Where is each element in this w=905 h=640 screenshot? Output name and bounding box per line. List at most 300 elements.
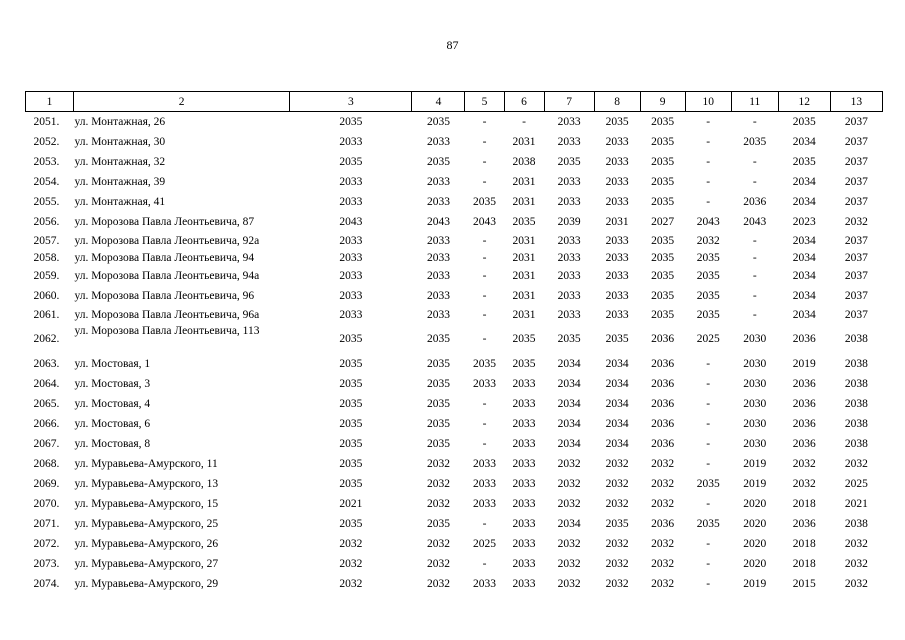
year-cell-7: 2034 (557, 418, 581, 430)
data-table-container (25, 91, 883, 594)
year-cell-9: 2035 (651, 176, 675, 188)
row-number: 2068. (33, 458, 60, 470)
row-number: 2052. (33, 136, 60, 148)
address-cell: ул. Морозова Павла Леонтьевича, 92а (74, 234, 260, 247)
year-cell-3: 2035 (339, 458, 363, 470)
address-cell: ул. Морозова Павла Леонтьевича, 94а (74, 270, 260, 282)
year-cell-10: - (706, 558, 711, 570)
year-cell-12: 2036 (792, 518, 816, 530)
year-cell-3: 2043 (339, 216, 363, 228)
year-cell-4: 2032 (426, 558, 450, 570)
year-cell-7: 2035 (557, 156, 581, 168)
table-row (26, 266, 883, 286)
year-cell-10: 2032 (696, 234, 720, 247)
year-cell-11: - (752, 308, 757, 321)
row-number: 2060. (33, 290, 60, 302)
year-cell-8: 2033 (605, 156, 629, 168)
year-cell-6: 2031 (512, 270, 536, 282)
address-cell: ул. Мостовая, 4 (74, 398, 151, 410)
year-cell-12: 2034 (792, 196, 816, 208)
year-cell-10: - (706, 136, 711, 148)
table-row (26, 249, 883, 266)
year-cell-6: 2033 (512, 558, 536, 570)
year-cell-9: 2036 (651, 378, 675, 390)
year-cell-12: 2023 (792, 216, 816, 228)
address-cell: ул. Муравьева-Амурского, 27 (74, 558, 219, 570)
year-cell-9: 2035 (651, 156, 675, 168)
year-cell-7: 2034 (557, 518, 581, 530)
year-cell-11: 2019 (743, 478, 767, 490)
year-cell-8: 2034 (605, 358, 629, 370)
row-number: 2062. (33, 332, 60, 345)
year-cell-8: 2034 (605, 398, 629, 410)
year-cell-13: 2037 (844, 308, 868, 321)
table-row (26, 414, 883, 434)
year-cell-12: 2035 (792, 156, 816, 168)
address-cell: ул. Монтажная, 41 (74, 196, 166, 208)
column-header-3: 3 (290, 92, 412, 112)
column-header-5: 5 (465, 92, 504, 112)
year-cell-13: 2037 (844, 136, 868, 148)
year-cell-8: 2033 (605, 176, 629, 188)
year-cell-12: 2034 (792, 234, 816, 247)
address-cell: ул. Монтажная, 39 (74, 176, 166, 188)
address-cell: ул. Мостовая, 3 (74, 378, 151, 390)
year-cell-13: 2037 (844, 290, 868, 302)
year-cell-9: 2032 (651, 538, 675, 550)
row-number: 2059. (33, 270, 60, 282)
row-number: 2058. (33, 251, 60, 264)
year-cell-3: 2035 (339, 478, 363, 490)
table-row (26, 132, 883, 152)
year-cell-10: 2035 (696, 270, 720, 282)
year-cell-5: - (482, 558, 487, 570)
address-cell: ул. Муравьева-Амурского, 29 (74, 578, 219, 590)
row-number: 2057. (33, 234, 60, 247)
year-cell-13: 2038 (844, 418, 868, 430)
year-cell-11: 2020 (743, 558, 767, 570)
year-cell-13: 2032 (844, 538, 868, 550)
year-cell-3: 2035 (339, 358, 363, 370)
table-row (26, 514, 883, 534)
year-cell-6: 2033 (512, 478, 536, 490)
table-row (26, 323, 883, 354)
year-cell-11: - (752, 156, 757, 168)
year-cell-9: 2036 (651, 518, 675, 530)
year-cell-11: 2036 (743, 196, 767, 208)
year-cell-6: 2031 (512, 251, 536, 264)
year-cell-7: 2033 (557, 234, 581, 247)
year-cell-8: 2033 (605, 290, 629, 302)
year-cell-5: 2035 (473, 196, 496, 208)
year-cell-7: 2033 (557, 251, 581, 264)
year-cell-6: 2035 (512, 216, 536, 228)
year-cell-5: 2043 (473, 216, 496, 228)
year-cell-7: 2034 (557, 378, 581, 390)
year-cell-9: 2035 (651, 116, 675, 128)
year-cell-5: - (482, 418, 487, 430)
year-cell-8: 2035 (605, 518, 629, 530)
year-cell-5: 2033 (473, 478, 496, 490)
year-cell-8: 2033 (605, 308, 629, 321)
year-cell-8: 2034 (605, 418, 629, 430)
year-cell-5: 2033 (473, 378, 496, 390)
year-cell-7: 2033 (557, 290, 581, 302)
year-cell-3: 2032 (339, 578, 363, 590)
year-cell-11: 2020 (743, 518, 767, 530)
year-cell-13: 2037 (844, 234, 868, 247)
year-cell-10: 2035 (696, 251, 720, 264)
column-header-6: 6 (504, 92, 544, 112)
year-cell-9: 2036 (651, 398, 675, 410)
year-cell-9: 2036 (651, 358, 675, 370)
table-header (26, 92, 883, 112)
year-cell-13: 2021 (844, 498, 868, 510)
year-cell-5: - (482, 518, 487, 530)
year-cell-10: - (706, 176, 711, 188)
row-number: 2070. (33, 498, 60, 510)
year-cell-10: - (706, 358, 711, 370)
column-header-2: 2 (74, 92, 290, 112)
year-cell-4: 2035 (426, 116, 450, 128)
table-row (26, 112, 883, 133)
year-cell-7: 2033 (557, 270, 581, 282)
year-cell-4: 2035 (426, 332, 450, 345)
year-cell-4: 2035 (426, 438, 450, 450)
address-cell: ул. Морозова Павла Леонтьевича, 87 (74, 216, 255, 228)
year-cell-9: 2036 (651, 418, 675, 430)
row-number: 2061. (33, 308, 60, 321)
year-cell-10: - (706, 116, 711, 128)
address-cell: ул. Монтажная, 30 (74, 136, 166, 148)
year-cell-12: 2018 (792, 498, 816, 510)
year-cell-13: 2038 (844, 358, 868, 370)
year-cell-10: 2035 (696, 518, 720, 530)
year-cell-3: 2035 (339, 378, 363, 390)
year-cell-12: 2034 (792, 176, 816, 188)
year-cell-7: 2032 (557, 578, 581, 590)
year-cell-5: - (482, 116, 487, 128)
year-cell-6: 2033 (512, 578, 536, 590)
year-cell-4: 2033 (426, 290, 450, 302)
year-cell-4: 2035 (426, 418, 450, 430)
address-cell: ул. Мостовая, 6 (74, 418, 151, 430)
address-cell: ул. Морозова Павла Леонтьевича, 94 (74, 251, 255, 264)
column-header-11: 11 (731, 92, 778, 112)
year-cell-9: 2035 (651, 290, 675, 302)
year-cell-8: 2032 (605, 558, 629, 570)
year-cell-9: 2032 (651, 458, 675, 470)
year-cell-8: 2031 (605, 216, 629, 228)
year-cell-9: 2032 (651, 478, 675, 490)
year-cell-6: 2033 (512, 418, 536, 430)
year-cell-11: - (752, 270, 757, 282)
year-cell-8: 2034 (605, 438, 629, 450)
year-cell-5: 2033 (473, 498, 496, 510)
year-cell-6: 2031 (512, 290, 536, 302)
table-row (26, 232, 883, 249)
year-cell-4: 2035 (426, 156, 450, 168)
year-cell-11: - (752, 234, 757, 247)
table-row (26, 306, 883, 323)
year-cell-12: 2034 (792, 251, 816, 264)
table-row (26, 574, 883, 594)
year-cell-10: 2025 (696, 332, 720, 345)
year-cell-7: 2032 (557, 478, 581, 490)
year-cell-3: 2021 (339, 498, 363, 510)
year-cell-3: 2033 (339, 251, 363, 264)
table-row (26, 454, 883, 474)
year-cell-10: - (706, 418, 711, 430)
address-cell: ул. Морозова Павла Леонтьевича, 96а (74, 308, 260, 321)
year-cell-13: 2037 (844, 176, 868, 188)
year-cell-7: 2039 (557, 216, 581, 228)
year-cell-11: 2030 (743, 438, 767, 450)
row-number: 2051. (33, 116, 60, 128)
year-cell-5: - (482, 176, 487, 188)
year-cell-13: 2038 (844, 438, 868, 450)
year-cell-7: 2032 (557, 498, 581, 510)
year-cell-3: 2033 (339, 290, 363, 302)
year-cell-12: 2032 (792, 478, 816, 490)
column-header-12: 12 (778, 92, 830, 112)
year-cell-7: 2032 (557, 558, 581, 570)
table-row (26, 354, 883, 374)
year-cell-8: 2033 (605, 234, 629, 247)
year-cell-3: 2033 (339, 234, 363, 247)
year-cell-9: 2036 (651, 332, 675, 345)
year-cell-13: 2032 (844, 578, 868, 590)
year-cell-3: 2033 (339, 196, 363, 208)
year-cell-8: 2032 (605, 478, 629, 490)
year-cell-6: 2031 (512, 196, 536, 208)
year-cell-13: 2032 (844, 458, 868, 470)
year-cell-10: - (706, 578, 711, 590)
year-cell-5: - (482, 398, 487, 410)
year-cell-11: - (752, 116, 757, 128)
address-cell: ул. Морозова Павла Леонтьевича, 96 (74, 290, 255, 302)
year-cell-5: - (482, 251, 487, 264)
year-cell-10: 2035 (696, 290, 720, 302)
year-cell-4: 2033 (426, 234, 450, 247)
year-cell-9: 2035 (651, 196, 675, 208)
year-cell-4: 2035 (426, 378, 450, 390)
year-cell-4: 2035 (426, 398, 450, 410)
year-cell-13: 2038 (844, 518, 868, 530)
column-header-4: 4 (412, 92, 465, 112)
year-cell-8: 2033 (605, 196, 629, 208)
year-cell-9: 2035 (651, 251, 675, 264)
year-cell-11: 2020 (743, 498, 767, 510)
year-cell-11: 2035 (743, 136, 767, 148)
row-number: 2074. (33, 578, 60, 590)
year-cell-8: 2032 (605, 498, 629, 510)
table-row (26, 474, 883, 494)
year-cell-4: 2033 (426, 308, 450, 321)
year-cell-13: 2025 (844, 478, 868, 490)
year-cell-3: 2033 (339, 136, 363, 148)
year-cell-7: 2035 (557, 332, 581, 345)
year-cell-4: 2033 (426, 251, 450, 264)
year-cell-12: 2034 (792, 308, 816, 321)
year-cell-5: - (482, 308, 487, 321)
year-cell-12: 2034 (792, 136, 816, 148)
year-cell-5: 2025 (473, 538, 496, 550)
year-cell-13: 2037 (844, 116, 868, 128)
row-number: 2066. (33, 418, 60, 430)
year-cell-4: 2043 (426, 216, 450, 228)
address-cell: ул. Морозова Павла Леонтьевича, 113 (74, 325, 260, 337)
year-cell-6: 2033 (512, 398, 536, 410)
year-cell-6: 2035 (512, 332, 536, 345)
year-cell-13: 2032 (844, 558, 868, 570)
year-cell-3: 2035 (339, 332, 363, 345)
year-cell-9: 2035 (651, 234, 675, 247)
year-cell-8: 2033 (605, 251, 629, 264)
year-cell-10: - (706, 458, 711, 470)
address-cell: ул. Муравьева-Амурского, 25 (74, 518, 219, 530)
year-cell-5: 2033 (473, 458, 496, 470)
column-header-13: 13 (830, 92, 882, 112)
year-cell-4: 2033 (426, 270, 450, 282)
page-number: 87 (446, 38, 459, 52)
year-cell-3: 2033 (339, 270, 363, 282)
year-cell-9: 2032 (651, 578, 675, 590)
year-cell-8: 2032 (605, 538, 629, 550)
year-cell-9: 2036 (651, 438, 675, 450)
year-cell-4: 2032 (426, 478, 450, 490)
table-row (26, 394, 883, 414)
address-cell: ул. Муравьева-Амурского, 15 (74, 498, 219, 510)
year-cell-6: 2031 (512, 308, 536, 321)
year-cell-13: 2037 (844, 270, 868, 282)
year-cell-11: 2019 (743, 578, 767, 590)
year-cell-12: 2018 (792, 558, 816, 570)
year-cell-3: 2032 (339, 558, 363, 570)
year-cell-12: 2034 (792, 270, 816, 282)
table-row (26, 172, 883, 192)
year-cell-10: - (706, 378, 711, 390)
year-cell-11: - (752, 176, 757, 188)
year-cell-8: 2032 (605, 458, 629, 470)
row-number: 2055. (33, 196, 60, 208)
row-number: 2072. (33, 538, 60, 550)
year-cell-6: 2031 (512, 136, 536, 148)
table-row (26, 212, 883, 232)
year-cell-11: 2019 (743, 458, 767, 470)
year-cell-9: 2032 (651, 498, 675, 510)
year-cell-11: - (752, 251, 757, 264)
year-cell-3: 2035 (339, 398, 363, 410)
year-cell-3: 2035 (339, 438, 363, 450)
year-cell-5: - (482, 438, 487, 450)
year-cell-6: - (522, 116, 526, 128)
year-cell-12: 2036 (792, 438, 816, 450)
year-cell-12: 2035 (792, 116, 816, 128)
year-cell-6: 2031 (512, 176, 536, 188)
year-cell-12: 2015 (792, 578, 816, 590)
year-cell-7: 2033 (557, 116, 581, 128)
year-cell-11: - (752, 290, 757, 302)
year-cell-7: 2033 (557, 176, 581, 188)
year-cell-10: - (706, 498, 711, 510)
year-cell-7: 2034 (557, 438, 581, 450)
year-cell-13: 2037 (844, 251, 868, 264)
year-cell-9: 2027 (651, 216, 675, 228)
year-cell-7: 2033 (557, 136, 581, 148)
year-cell-9: 2035 (651, 270, 675, 282)
year-cell-5: 2035 (473, 358, 496, 370)
year-cell-3: 2035 (339, 518, 363, 530)
year-cell-13: 2037 (844, 156, 868, 168)
year-cell-10: - (706, 398, 711, 410)
year-cell-11: 2030 (743, 332, 767, 345)
table-row (26, 192, 883, 212)
column-header-1: 1 (26, 92, 74, 112)
year-cell-7: 2033 (557, 308, 581, 321)
address-cell: ул. Муравьева-Амурского, 26 (74, 538, 219, 550)
column-header-8: 8 (594, 92, 640, 112)
year-cell-3: 2035 (339, 156, 363, 168)
year-cell-12: 2036 (792, 418, 816, 430)
year-cell-5: - (482, 270, 487, 282)
year-cell-8: 2033 (605, 136, 629, 148)
row-number: 2054. (33, 176, 60, 188)
year-cell-6: 2038 (512, 156, 536, 168)
year-cell-10: - (706, 538, 711, 550)
year-cell-12: 2036 (792, 378, 816, 390)
year-cell-6: 2033 (512, 458, 536, 470)
year-cell-13: 2038 (844, 332, 868, 345)
year-cell-6: 2035 (512, 358, 536, 370)
year-cell-12: 2032 (792, 458, 816, 470)
year-cell-6: 2033 (512, 438, 536, 450)
year-cell-11: 2043 (743, 216, 767, 228)
year-cell-3: 2035 (339, 418, 363, 430)
table-row (26, 534, 883, 554)
year-cell-3: 2033 (339, 308, 363, 321)
year-cell-7: 2033 (557, 196, 581, 208)
year-cell-3: 2033 (339, 176, 363, 188)
row-number: 2073. (33, 558, 60, 570)
year-cell-5: 2033 (473, 578, 496, 590)
year-cell-3: 2032 (339, 538, 363, 550)
year-cell-5: - (482, 332, 487, 345)
year-cell-5: - (482, 234, 487, 247)
year-cell-6: 2033 (512, 498, 536, 510)
header-row (26, 92, 883, 112)
year-cell-4: 2032 (426, 538, 450, 550)
year-cell-4: 2033 (426, 196, 450, 208)
year-cell-3: 2035 (339, 116, 363, 128)
year-cell-13: 2038 (844, 378, 868, 390)
year-cell-12: 2018 (792, 538, 816, 550)
table-row (26, 152, 883, 172)
year-cell-6: 2033 (512, 518, 536, 530)
year-cell-4: 2035 (426, 518, 450, 530)
row-number: 2069. (33, 478, 60, 490)
row-number: 2071. (33, 518, 60, 530)
year-cell-7: 2032 (557, 458, 581, 470)
row-number: 2065. (33, 398, 60, 410)
year-cell-13: 2037 (844, 196, 868, 208)
year-cell-10: - (706, 438, 711, 450)
year-cell-13: 2038 (844, 398, 868, 410)
year-cell-11: 2030 (743, 358, 767, 370)
table-body (26, 112, 883, 595)
year-cell-8: 2035 (605, 116, 629, 128)
year-cell-7: 2034 (557, 358, 581, 370)
